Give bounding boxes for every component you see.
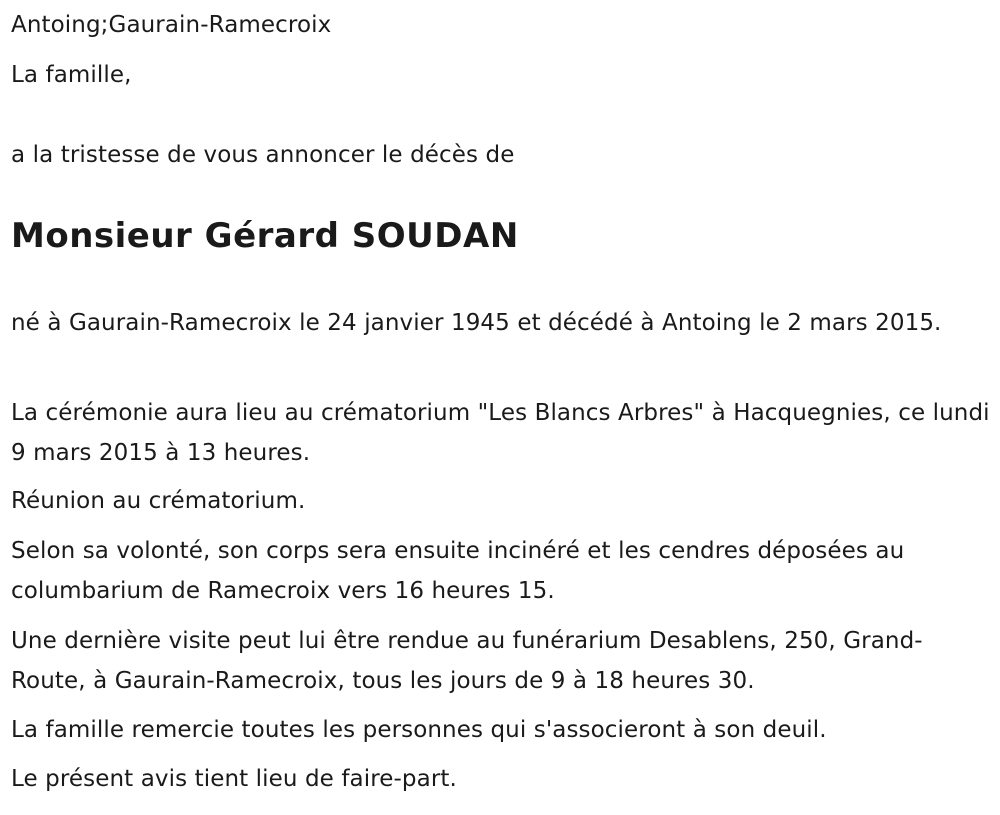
cremation-paragraph: Selon sa volonté, son corps sera ensuite incinéré et les cendres déposées au columbarium de Ramecroix vers 16 heures 15. bbox=[11, 538, 905, 604]
location-line: Antoing;Gaurain-Ramecroix bbox=[11, 12, 332, 38]
meeting-paragraph: Réunion au crématorium. bbox=[11, 488, 306, 514]
notice-paragraph: Le présent avis tient lieu de faire-part. bbox=[11, 766, 457, 792]
birth-death-paragraph: né à Gaurain-Ramecroix le 24 janvier 1945 et décédé à Antoing le 2 mars 2015. bbox=[11, 310, 942, 336]
thanks-paragraph: La famille remercie toutes les personnes qui s'associeront à son deuil. bbox=[11, 717, 827, 743]
announcement-line: a la tristesse de vous annoncer le décès de bbox=[11, 142, 515, 168]
family-line: La famille, bbox=[11, 62, 132, 88]
deceased-name: Monsieur Gérard SOUDAN bbox=[11, 216, 519, 256]
ceremony-paragraph: La cérémonie aura lieu au crématorium "Les Blancs Arbres" à Hacquegnies, ce lundi 9 mars 2015 à 13 heures. bbox=[11, 400, 990, 466]
visit-paragraph: Une dernière visite peut lui être rendue au funérarium Desablens, 250, Grand-Route, à Gaurain-Ramecroix, tous les jours de 9 à 18 heures 30. bbox=[11, 628, 923, 694]
